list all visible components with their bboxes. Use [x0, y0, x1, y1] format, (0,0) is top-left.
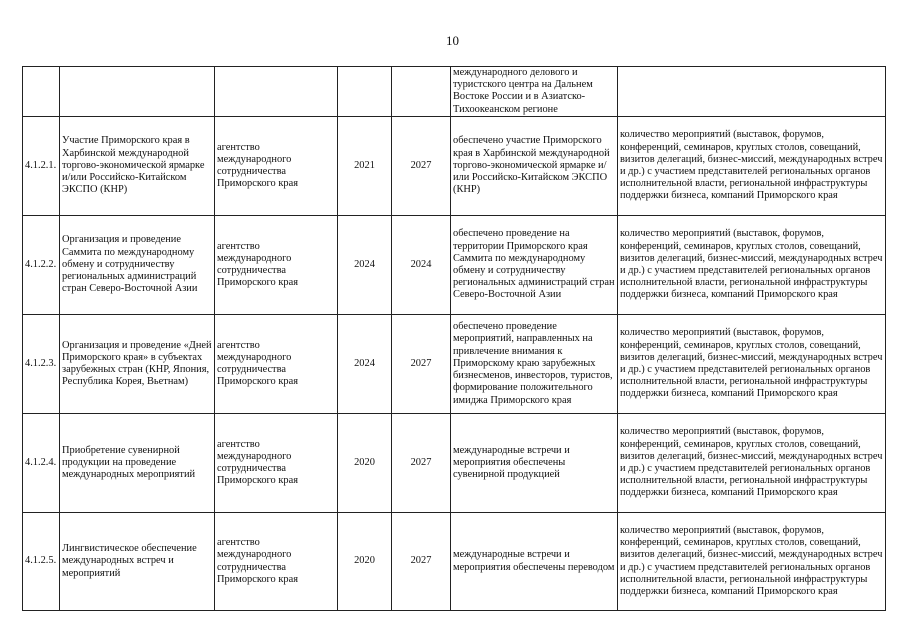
table-row-continuation	[23, 67, 886, 117]
cell-num	[23, 67, 60, 117]
table-row	[23, 513, 886, 611]
cell-end: 2027	[392, 513, 451, 611]
cell-indicator: количество мероприятий (выставок, форумов, конференций, семинаров, круглых столов, совещаний, визитов делегаций, бизнес-миссий, международных встреч и др.) с участием представителей региональных органов исполнительной власти, региональной инфраструктуры поддержки бизнеса, компаний Приморского края	[618, 513, 886, 611]
cell-result: обеспечено проведение мероприятий, направленных на привлечение внимания к Приморскому краю зарубежных бизнесменов, инвесторов, туристов, формирование положительного имиджа Приморского края	[451, 315, 618, 414]
cell-name	[60, 67, 215, 117]
cell-name: Лингвистическое обеспечение международных встреч и мероприятий	[60, 513, 215, 611]
cell-result: обеспечено участие Приморского края в Харбинской международной торгово-экономической ярмарке и/или Российско-Китайском ЭКСПО (КНР)	[451, 117, 618, 216]
cell-start: 2020	[338, 513, 392, 611]
cell-executor: агентство международного сотрудничества Приморского края	[215, 513, 338, 611]
cell-num: 4.1.2.4.	[23, 414, 60, 513]
cell-executor: агентство международного сотрудничества Приморского края	[215, 216, 338, 315]
cell-indicator: количество мероприятий (выставок, форумов, конференций, семинаров, круглых столов, совещаний, визитов делегаций, бизнес-миссий, международных встреч и др.) с участием представителей региональных органов исполнительной власти, региональной инфраструктуры поддержки бизнеса, компаний Приморского края	[618, 117, 886, 216]
cell-executor: агентство международного сотрудничества Приморского края	[215, 315, 338, 414]
cell-end: 2027	[392, 414, 451, 513]
cell-result: международные встречи и мероприятия обеспечены переводом	[451, 513, 618, 611]
table-row	[23, 315, 886, 414]
cell-result: международные встречи и мероприятия обеспечены сувенирной продукцией	[451, 414, 618, 513]
measures-table	[22, 66, 886, 611]
cell-indicator: количество мероприятий (выставок, форумов, конференций, семинаров, круглых столов, совещаний, визитов делегаций, бизнес-миссий, международных встреч и др.) с участием представителей региональных органов исполнительной власти, региональной инфраструктуры поддержки бизнеса, компаний Приморского края	[618, 216, 886, 315]
cell-name: Организация и проведение Саммита по международному обмену и сотрудничеству региональных администраций стран Северо-Восточной Азии	[60, 216, 215, 315]
page-number: 10	[446, 33, 459, 48]
table-row	[23, 216, 886, 315]
cell-end: 2024	[392, 216, 451, 315]
cell-name: Участие Приморского края в Харбинской международной торгово-экономической ярмарке и/или Российско-Китайском ЭКСПО (КНР)	[60, 117, 215, 216]
cell-executor: агентство международного сотрудничества Приморского края	[215, 117, 338, 216]
cell-result: международного делового и туристского центра на Дальнем Востоке России и в Азиатско-Тихоокеанском регионе	[451, 67, 618, 117]
cell-executor	[215, 67, 338, 117]
cell-indicator: количество мероприятий (выставок, форумов, конференций, семинаров, круглых столов, совещаний, визитов делегаций, бизнес-миссий, международных встреч и др.) с участием представителей региональных органов исполнительной власти, региональной инфраструктуры поддержки бизнеса, компаний Приморского края	[618, 315, 886, 414]
cell-num: 4.1.2.5.	[23, 513, 60, 611]
cell-num: 4.1.2.2.	[23, 216, 60, 315]
cell-executor: агентство международного сотрудничества Приморского края	[215, 414, 338, 513]
cell-start	[338, 67, 392, 117]
cell-start: 2021	[338, 117, 392, 216]
cell-start: 2024	[338, 216, 392, 315]
cell-num: 4.1.2.1.	[23, 117, 60, 216]
cell-name: Организация и проведение «Дней Приморского края» в субъектах зарубежных стран (КНР, Япония, Республика Корея, Вьетнам)	[60, 315, 215, 414]
cell-indicator	[618, 67, 886, 117]
cell-start: 2024	[338, 315, 392, 414]
cell-name: Приобретение сувенирной продукции на проведение международных мероприятий	[60, 414, 215, 513]
cell-end	[392, 67, 451, 117]
cell-num: 4.1.2.3.	[23, 315, 60, 414]
table-row	[23, 414, 886, 513]
cell-indicator: количество мероприятий (выставок, форумов, конференций, семинаров, круглых столов, совещаний, визитов делегаций, бизнес-миссий, международных встреч и др.) с участием представителей региональных органов исполнительной власти, региональной инфраструктуры поддержки бизнеса, компаний Приморского края	[618, 414, 886, 513]
cell-end: 2027	[392, 315, 451, 414]
table-row	[23, 117, 886, 216]
cell-result: обеспечено проведение на территории Приморского края Саммита по международному обмену и сотрудничеству региональных администраций стран Северо-Восточной Азии	[451, 216, 618, 315]
cell-end: 2027	[392, 117, 451, 216]
cell-start: 2020	[338, 414, 392, 513]
